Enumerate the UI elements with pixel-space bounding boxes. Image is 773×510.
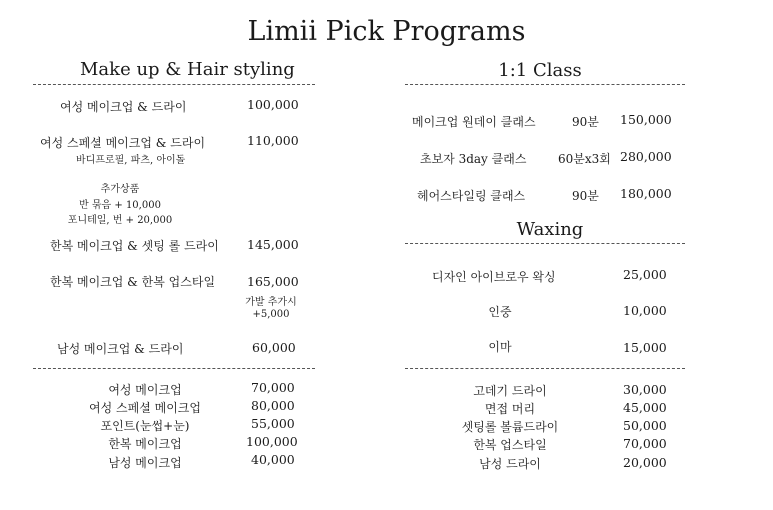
waxing-item-price: 15,000 — [623, 340, 667, 355]
hair-item-price: 45,000 — [623, 400, 667, 415]
hair-item-price: 50,000 — [623, 418, 667, 433]
menu-item-price: 100,000 — [247, 97, 299, 112]
class-item-name: 초보자 3day 클래스 — [420, 152, 527, 166]
menu-item-subtitle: 바디프로필, 파츠, 아이돌 — [76, 155, 186, 166]
wig-addon: 가발 추가시 — [245, 297, 297, 308]
menu-item-price: 55,000 — [251, 416, 295, 431]
hair-item-name: 고데기 드라이 — [473, 384, 547, 398]
addon-item: 포니테일, 번 + 20,000 — [67, 215, 173, 226]
waxing-item-price: 10,000 — [623, 303, 667, 318]
right-section-divider — [405, 368, 685, 369]
menu-item-name: 여성 스페셜 메이크업 & 드라이 — [40, 136, 206, 150]
menu-item-price: 165,000 — [247, 274, 299, 289]
hair-item-price: 70,000 — [623, 436, 667, 451]
waxing-heading-divider — [405, 243, 685, 244]
addon-item: 반 묶음 + 10,000 — [79, 200, 161, 211]
hair-item-name: 남성 드라이 — [479, 457, 541, 471]
menu-item-name: 한복 메이크업 — [108, 437, 182, 451]
menu-item-price: 110,000 — [247, 133, 299, 148]
hair-item-price: 30,000 — [623, 382, 667, 397]
menu-item-price: 70,000 — [251, 380, 295, 395]
addon-title: 추가상품 — [100, 184, 140, 195]
class-heading-divider — [405, 84, 685, 85]
menu-item-name: 남성 메이크업 — [108, 456, 182, 470]
menu-item-name: 포인트(눈썹+눈) — [100, 419, 190, 433]
class-item-name: 메이크업 원데이 클래스 — [412, 115, 536, 129]
class-item-duration: 60분x3회 — [558, 152, 611, 166]
menu-item-name: 여성 스페셜 메이크업 — [89, 401, 201, 415]
class-item-price: 280,000 — [620, 149, 672, 164]
waxing-item-name: 이마 — [488, 340, 512, 354]
wig-addon-price: +5,000 — [252, 309, 290, 320]
hair-item-name: 면접 머리 — [484, 402, 536, 416]
menu-item-price: 60,000 — [252, 340, 296, 355]
page-title: Limii Pick Programs — [247, 16, 526, 47]
menu-item-price: 40,000 — [251, 452, 295, 467]
left-section-divider — [33, 368, 315, 369]
waxing-heading: Waxing — [516, 219, 584, 240]
menu-item-name: 남성 메이크업 & 드라이 — [57, 342, 184, 356]
makeup-hair-heading: Make up & Hair styling — [80, 59, 295, 80]
menu-item-name: 한복 메이크업 & 셋팅 롤 드라이 — [50, 239, 219, 253]
class-heading: 1:1 Class — [498, 60, 582, 81]
waxing-item-name: 디자인 아이브로우 왁싱 — [432, 270, 556, 284]
menu-item-name: 여성 메이크업 — [108, 383, 182, 397]
class-item-duration: 90분 — [572, 189, 599, 203]
waxing-item-price: 25,000 — [623, 267, 667, 282]
left-heading-divider — [33, 84, 315, 85]
class-item-price: 180,000 — [620, 186, 672, 201]
menu-item-price: 145,000 — [247, 237, 299, 252]
hair-item-name: 한복 업스타일 — [473, 438, 547, 452]
menu-item-name: 한복 메이크업 & 한복 업스타일 — [50, 275, 216, 289]
class-item-name: 헤어스타일링 클래스 — [417, 189, 526, 203]
menu-item-name: 여성 메이크업 & 드라이 — [60, 100, 187, 114]
menu-item-price: 80,000 — [251, 398, 295, 413]
class-item-price: 150,000 — [620, 112, 672, 127]
menu-item-price: 100,000 — [246, 434, 298, 449]
class-item-duration: 90분 — [572, 115, 599, 129]
hair-item-price: 20,000 — [623, 455, 667, 470]
hair-item-name: 셋팅롤 볼륨드라이 — [461, 420, 559, 434]
waxing-item-name: 인중 — [488, 305, 512, 319]
